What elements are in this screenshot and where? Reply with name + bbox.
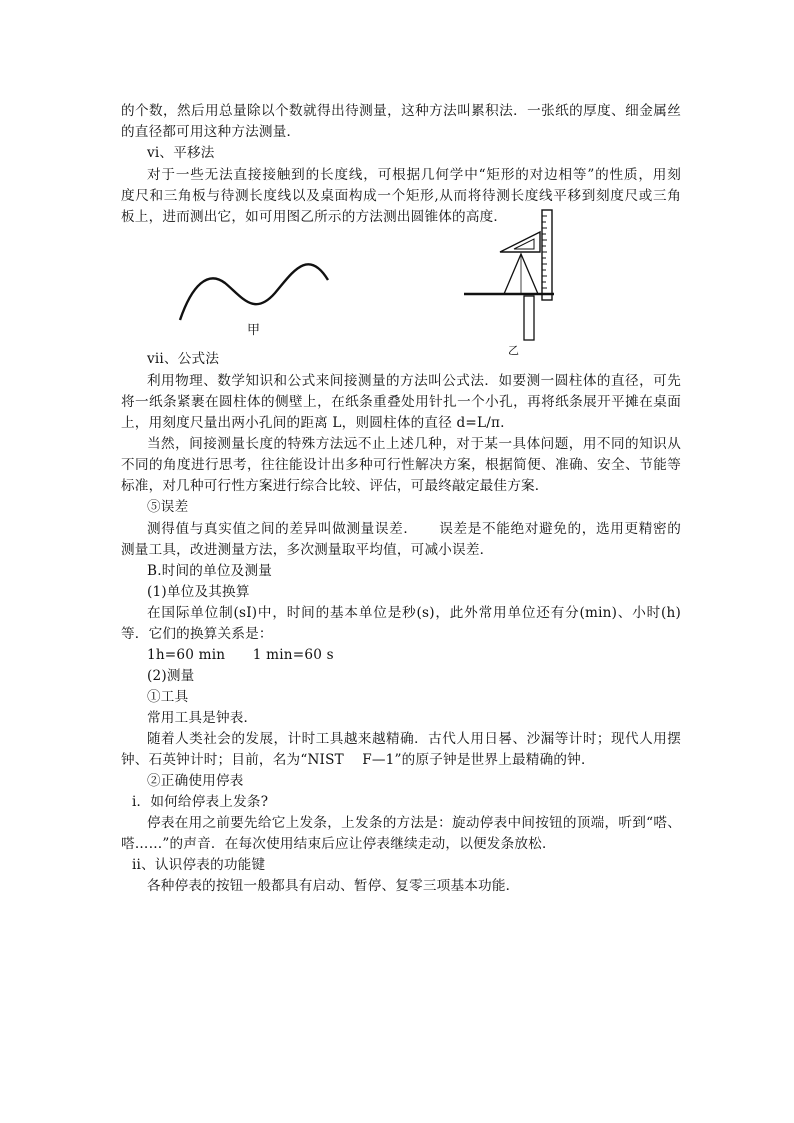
section-heading: B.时间的单位及测量 (147, 563, 273, 579)
paragraph-line: 等．它们的换算关系是： (121, 626, 273, 642)
section-heading: (1)单位及其换算 (147, 584, 250, 600)
section-heading: (2)测量 (147, 668, 195, 684)
paragraph-line: 板上，进而测出它，如可用图乙所示的方法测出圆锥体的高度． (121, 209, 508, 225)
figure-label-yi: 乙 (508, 344, 520, 357)
paragraph-line: 钟、石英钟计时；目前，名为“NIST F—1”的原子钟是世界上最精确的钟． (121, 752, 595, 768)
paragraph-line: 随着人类社会的发展，计时工具越来越精确．古代人用日晷、沙漏等计时；现代人用摆 (147, 731, 681, 747)
section-heading: i．如何给停表上发条? (132, 794, 269, 810)
paragraph-line: 当然，间接测量长度的特殊方法远不止上述几种，对于某一具体问题，用不同的知识从 (147, 436, 681, 452)
cone-measurement-figure-yi (462, 208, 562, 348)
section-heading: vi、平移法 (147, 145, 215, 161)
paragraph-line: 常用工具是钟表． (147, 710, 258, 726)
formula-line: 1h=60 min 1 min=60 s (147, 647, 334, 663)
paragraph-line: 标准，对几种可行性方案进行综合比较、评估，可最终敲定最佳方案． (121, 478, 549, 494)
section-heading: ⑤误差 (147, 499, 189, 515)
paragraph-line: 在国际单位制(sI)中，时间的基本单位是秒(s)，此外常用单位还有分(min)、小时(h) (147, 605, 681, 621)
paragraph-line: 上，用刻度尺量出两小孔间的距离 L，则圆柱体的直径 d=L/π. (121, 415, 505, 431)
section-heading: ii、认识停表的功能键 (132, 857, 266, 873)
paragraph-line: 的直径都可用这种方法测量． (121, 124, 301, 140)
paragraph-line: 的个数，然后用总量除以个数就得出待测量，这种方法叫累积法．一张纸的厚度、细金属丝 (121, 103, 681, 119)
figure-label-jia: 甲 (247, 323, 261, 338)
paragraph-line: 将一纸条紧裹在圆柱体的侧壁上，在纸条重叠处用针扎一个小孔，再将纸条展开平摊在桌面 (121, 394, 681, 410)
paragraph-line: 测得值与真实值之间的差异叫做测量误差． 误差是不能绝对避免的，选用更精密的 (147, 521, 681, 537)
paragraph-line: 各种停表的按钮一般都具有启动、暂停、复零三项基本功能． (147, 878, 520, 894)
paragraph-line: 度尺和三角板与待测长度线以及桌面构成一个矩形,从而将待测长度线平移到刻度尺或三角 (121, 188, 681, 204)
paragraph-line: 嗒……”的声音．在每次使用结束后应让停表继续走动，以便发条放松． (121, 836, 556, 852)
section-heading: vii、公式法 (147, 351, 220, 367)
paragraph-line: 利用物理、数学知识和公式来间接测量的方法叫公式法．如要测一圆柱体的直径，可先 (147, 373, 681, 389)
paragraph-line: 对于一些无法直接接触到的长度线，可根据几何学中“矩形的对边相等”的性质，用刻 (147, 167, 681, 183)
paragraph-line: 不同的角度进行思考，往往能设计出多种可行性解决方案，根据简便、准确、安全、节能等 (121, 457, 681, 473)
paragraph-line: 测量工具，改进测量方法，多次测量取平均值，可减小误差． (121, 542, 494, 558)
paragraph-line: 停表在用之前要先给它上发条，上发条的方法是：旋动停表中间按钮的顶端，听到“嗒、 (147, 815, 681, 831)
section-heading: ①工具 (147, 689, 189, 705)
section-heading: ②正确使用停表 (147, 773, 244, 789)
